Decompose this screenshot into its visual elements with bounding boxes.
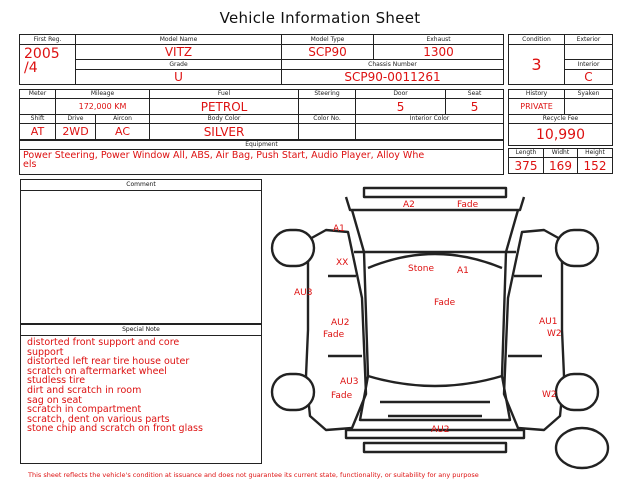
color-no-value xyxy=(299,124,356,140)
interior-color-value xyxy=(356,124,504,140)
steering-value xyxy=(299,99,356,115)
damage-au1: AU1 xyxy=(539,317,558,327)
damage-fade-left: Fade xyxy=(323,330,345,340)
exterior-value xyxy=(565,45,613,60)
front-right-wheel xyxy=(556,230,598,266)
aircon-value: AC xyxy=(96,124,150,140)
aircon-label: Aircon xyxy=(96,115,150,124)
interior-value: C xyxy=(565,70,613,85)
length-value: 375 xyxy=(509,158,544,174)
special-note-item: support xyxy=(27,346,64,358)
trunk-lines xyxy=(380,402,490,416)
damage-au3-bottom: AU3 xyxy=(340,377,359,387)
damage-fade-center: Fade xyxy=(434,298,456,308)
mileage-label: Mileage xyxy=(56,90,150,99)
damage-w2-bottom: W2 xyxy=(542,390,557,400)
syaken-label: Syaken xyxy=(565,90,613,99)
special-note-list xyxy=(21,336,261,434)
length-label: Length xyxy=(509,149,544,158)
width-value: 169 xyxy=(544,158,578,174)
damage-au2: AU2 xyxy=(331,318,350,328)
damage-stone: Stone xyxy=(408,264,434,274)
meter-value xyxy=(20,99,56,115)
shift-label: Shift xyxy=(20,115,56,124)
damage-fade-top: Fade xyxy=(457,200,479,210)
damage-xx: XX xyxy=(336,258,349,268)
special-note-item: dirt and scratch in room xyxy=(27,384,142,396)
steering-label: Steering xyxy=(299,90,356,99)
interior-color-label: Interior Color xyxy=(356,115,504,124)
special-note-item: scratch on aftermarket wheel xyxy=(27,365,167,377)
special-note-item: distorted left rear tire house outer xyxy=(27,356,190,368)
door-label: Door xyxy=(356,90,446,99)
equipment-line-1: Power Steering, Power Window All, ABS, Air Bag, Push Start, Audio Player, Alloy Whe xyxy=(23,150,425,161)
shift-value: AT xyxy=(20,124,56,140)
history-value: PRIVATE xyxy=(509,99,565,115)
drive-value: 2WD xyxy=(56,124,96,140)
fuel-value: PETROL xyxy=(150,99,299,115)
first-reg-label: First Reg. xyxy=(20,35,76,45)
equipment-line-2: els xyxy=(23,159,37,170)
first-reg-month: /4 xyxy=(24,60,38,76)
mileage-value: 172,000 KM xyxy=(56,99,150,115)
equipment-box xyxy=(19,140,504,175)
front-bumper-top-view xyxy=(364,188,506,197)
right-door-lines xyxy=(508,276,542,356)
seat-value: 5 xyxy=(446,99,504,115)
damage-a2-top: A2 xyxy=(403,200,415,210)
body-color-value: SILVER xyxy=(150,124,299,140)
hood-outline xyxy=(346,197,524,210)
special-note-item: distorted front support and core xyxy=(27,337,180,348)
model-type-label: Model Type xyxy=(282,35,374,45)
exhaust-value: 1300 xyxy=(374,45,504,60)
exhaust-label: Exhaust xyxy=(374,35,504,45)
special-note-item: studless tire xyxy=(27,375,86,387)
front-left-wheel xyxy=(272,230,314,266)
model-name-label: Model Name xyxy=(76,35,282,45)
condition-label: Condition xyxy=(509,35,565,45)
rear-window-line xyxy=(368,376,502,386)
rear-left-wheel xyxy=(272,374,314,410)
damage-a1-center: A1 xyxy=(457,266,469,276)
history-label: History xyxy=(509,90,565,99)
color-no-label: Color No. xyxy=(299,115,356,124)
door-value: 5 xyxy=(356,99,446,115)
interior-label: Interior xyxy=(565,60,613,70)
special-note-box xyxy=(20,324,262,464)
meter-label: Meter xyxy=(20,90,56,99)
vehicle-spec-table xyxy=(19,89,504,140)
damage-au3-left: AU3 xyxy=(294,288,313,298)
rear-bumper xyxy=(364,443,506,452)
windshield-line xyxy=(368,254,502,268)
height-label: Height xyxy=(578,149,613,158)
comment-box xyxy=(20,179,262,324)
recycle-fee-label: Recycle Fee xyxy=(509,115,613,124)
damage-au2-bottom: AU2 xyxy=(431,425,450,435)
width-label: Widht xyxy=(544,149,578,158)
top-view-body xyxy=(352,210,518,420)
special-note-item: scratch in compartment xyxy=(27,404,142,416)
condition-table xyxy=(508,34,613,85)
body-color-label: Body Color xyxy=(150,115,299,124)
sheet-title: Vehicle Information Sheet xyxy=(219,9,421,27)
equipment-label: Equipment xyxy=(20,141,503,150)
height-value: 152 xyxy=(578,158,613,174)
fuel-label: Fuel xyxy=(150,90,299,99)
special-note-item: scratch, dent on various parts xyxy=(27,413,170,425)
spare-tire xyxy=(556,428,608,468)
syaken-value xyxy=(565,99,613,115)
chassis-number-value: SCP90-0011261 xyxy=(282,70,504,85)
recycle-fee-value: 10,990 xyxy=(509,124,613,146)
drive-label: Drive xyxy=(56,115,96,124)
damage-w2-right: W2 xyxy=(547,329,562,339)
damage-a1-left: A1 xyxy=(333,224,345,234)
comment-label: Comment xyxy=(21,180,261,191)
grade-label: Grade xyxy=(76,60,282,70)
disclaimer-footer: This sheet reflects the vehicle's condition at issuance and does not guarantee its current state, functionality, or suitability for any purpose xyxy=(28,471,479,479)
grade-value: U xyxy=(76,70,282,85)
exterior-label: Exterior xyxy=(565,35,613,45)
first-reg-cell xyxy=(20,45,76,85)
special-note-label: Special Note xyxy=(21,325,261,336)
model-name-value: VITZ xyxy=(76,45,282,60)
dimensions-table xyxy=(508,148,613,174)
left-door-lines xyxy=(328,276,362,356)
chassis-number-label: Chassis Number xyxy=(282,60,504,70)
first-reg-year: 2005 xyxy=(24,46,60,62)
history-recycle-table xyxy=(508,89,613,146)
vehicle-id-table xyxy=(19,34,504,85)
seat-label: Seat xyxy=(446,90,504,99)
special-note-item: sag on seat xyxy=(27,394,83,406)
damage-fade-bottom: Fade xyxy=(331,391,353,401)
special-note-item: stone chip and scratch on front glass xyxy=(27,423,203,435)
condition-value: 3 xyxy=(509,45,565,85)
rear-right-wheel xyxy=(556,374,598,410)
model-type-value: SCP90 xyxy=(282,45,374,60)
